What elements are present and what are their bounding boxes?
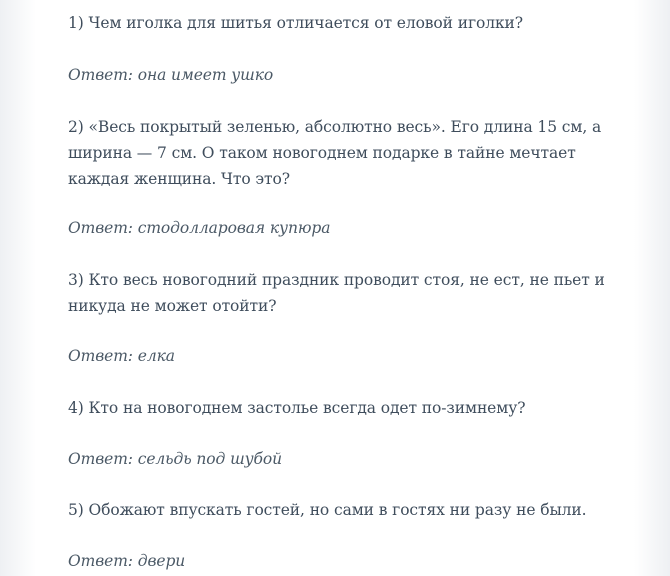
riddle-question-3: 3) Кто весь новогодний праздник проводит стоя, не ест, не пьет и никуда не может отойти? (68, 271, 605, 315)
riddle-answer-1: Ответ: она имеет ушко (68, 66, 274, 84)
riddle-answer-4: Ответ: сельдь под шубой (68, 450, 283, 468)
riddle-question-1: 1) Чем иголка для шитья отличается от еловой иголки? (68, 14, 523, 32)
page-shade-right (634, 0, 670, 576)
riddle-answer-3: Ответ: елка (68, 347, 175, 365)
riddle-question-2: 2) «Весь покрытый зеленью, абсолютно весь». Его длина 15 см, а ширина — 7 см. О таком новогоднем подарке в тайне мечтает каждая женщина. Что это? (68, 118, 602, 188)
riddle-answer-2: Ответ: стодолларовая купюра (68, 219, 331, 237)
riddle-question-4: 4) Кто на новогоднем застолье всегда одет по-зимнему? (68, 399, 526, 417)
page-shade-left (0, 0, 36, 576)
riddle-question-5: 5) Обожают впускать гостей, но сами в гостях ни разу не были. (68, 501, 587, 519)
riddle-answer-5: Ответ: двери (68, 552, 186, 570)
